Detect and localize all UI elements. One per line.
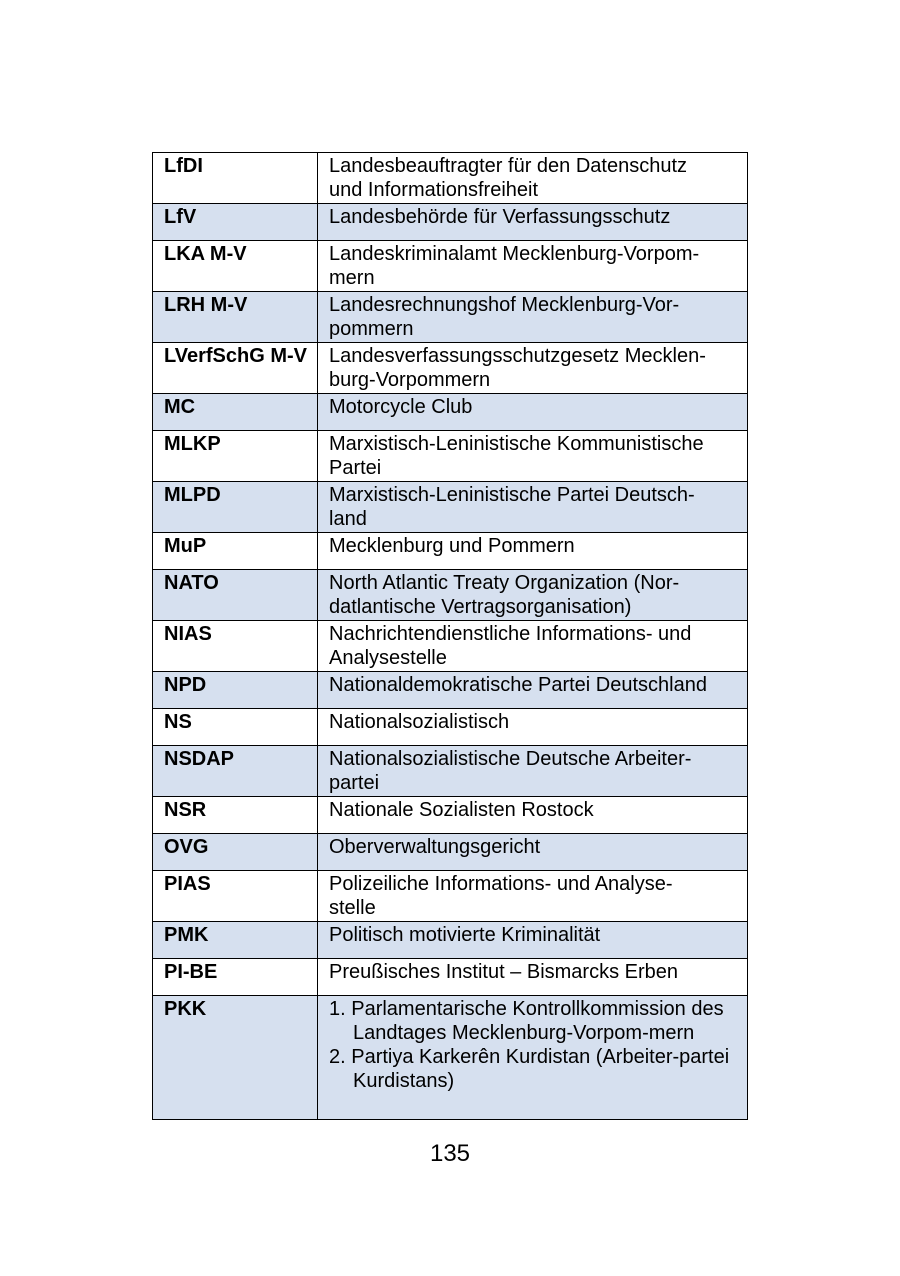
table-row [153, 241, 748, 292]
description-cell [318, 797, 748, 834]
description-line: Mecklenburg und Pommern [329, 535, 575, 557]
description-line: Nationale Sozialisten Rostock [329, 799, 594, 821]
description-cell [318, 570, 748, 621]
description-cell [318, 153, 748, 204]
description-line: North Atlantic Treaty Organization (Nor- [329, 572, 680, 594]
description-cell [318, 922, 748, 959]
description-line: Preußisches Institut – Bismarcks Erben [329, 961, 679, 983]
description-line: Landesrechnungshof Mecklenburg-Vor- [329, 294, 680, 316]
abbreviation-cell: MLKP [153, 431, 318, 482]
abbreviation-cell: NIAS [153, 621, 318, 672]
description-line: Landesbeauftragter für den Datenschutz [329, 155, 688, 177]
description-cell [318, 621, 748, 672]
description-cell [318, 871, 748, 922]
description-line: Polizeiliche Informations- und Analyse- [329, 873, 673, 895]
description-line: Marxistisch-Leninistische Partei Deutsch- [329, 484, 695, 506]
description-list-item: 2. Partiya Karkerên Kurdistan (Arbeiter-partei Kurdistans) [329, 1046, 730, 1092]
table-row [153, 871, 748, 922]
abbreviation-table [152, 152, 748, 1120]
table-row [153, 834, 748, 871]
description-cell [318, 533, 748, 570]
description-line: Motorcycle Club [329, 396, 473, 418]
description-line: und Informationsfreiheit [329, 179, 539, 201]
table-row [153, 959, 748, 996]
description-cell [318, 394, 748, 431]
table-row [153, 482, 748, 533]
table-row [153, 431, 748, 482]
description-line: Nachrichtendienstliche Informations- und [329, 623, 692, 645]
description-line: Analysestelle [329, 647, 447, 669]
abbreviation-cell: NSR [153, 797, 318, 834]
abbreviation-cell: MuP [153, 533, 318, 570]
description-list-item: 1. Parlamentarische Kontrollkommission des Landtages Mecklenburg-Vorpom-mern [329, 998, 724, 1044]
abbreviation-cell: OVG [153, 834, 318, 871]
table-row [153, 204, 748, 241]
description-line: burg-Vorpommern [329, 369, 491, 391]
abbreviation-cell: LKA M-V [153, 241, 318, 292]
table-row [153, 394, 748, 431]
description-line: Landeskriminalamt Mecklenburg-Vorpom- [329, 243, 700, 265]
table-row [153, 533, 748, 570]
table-row [153, 709, 748, 746]
abbreviation-cell: PIAS [153, 871, 318, 922]
table-row [153, 292, 748, 343]
table-row [153, 922, 748, 959]
description-cell [318, 996, 748, 1120]
description-line: Oberverwaltungsgericht [329, 836, 541, 858]
description-line: Nationalsozialistisch [329, 711, 510, 733]
table-row [153, 621, 748, 672]
description-line: partei [329, 772, 380, 794]
description-line: Nationalsozialistische Deutsche Arbeiter- [329, 748, 692, 770]
abbreviation-cell: MLPD [153, 482, 318, 533]
abbreviation-cell: LfV [153, 204, 318, 241]
description-cell [318, 241, 748, 292]
description-cell [318, 959, 748, 996]
description-line: Marxistisch-Leninistische Kommunistische [329, 433, 704, 455]
abbreviation-cell: NPD [153, 672, 318, 709]
description-cell [318, 746, 748, 797]
table-row [153, 153, 748, 204]
abbreviation-cell: PMK [153, 922, 318, 959]
description-line: land [329, 508, 367, 530]
description-line: mern [329, 267, 375, 289]
abbreviation-table-body [153, 153, 748, 1120]
description-line: Partei [329, 457, 382, 479]
description-line: Landesbehörde für Verfassungsschutz [329, 206, 671, 228]
description-line: Nationaldemokratische Partei Deutschland [329, 674, 707, 696]
description-line: Landesverfassungsschutzgesetz Mecklen- [329, 345, 706, 367]
abbreviation-cell: NS [153, 709, 318, 746]
table-row [153, 672, 748, 709]
abbreviation-cell: MC [153, 394, 318, 431]
description-line: pommern [329, 318, 414, 340]
description-cell [318, 343, 748, 394]
table-row [153, 343, 748, 394]
description-cell [318, 292, 748, 343]
abbreviation-cell: NATO [153, 570, 318, 621]
description-cell [318, 204, 748, 241]
description-cell [318, 431, 748, 482]
abbreviation-cell: PI-BE [153, 959, 318, 996]
description-cell [318, 482, 748, 533]
description-cell [318, 709, 748, 746]
description-cell [318, 834, 748, 871]
table-row [153, 996, 748, 1120]
description-line: Politisch motivierte Kriminalität [329, 924, 601, 946]
abbreviation-cell: PKK [153, 996, 318, 1120]
abbreviation-cell: LRH M-V [153, 292, 318, 343]
description-line: datlantische Vertragsorganisation) [329, 596, 632, 618]
abbreviation-cell: LVerfSchG M-V [153, 343, 318, 394]
page-number: 135 [429, 1140, 471, 1167]
abbreviation-cell: LfDI [153, 153, 318, 204]
abbreviation-cell: NSDAP [153, 746, 318, 797]
table-row [153, 570, 748, 621]
table-row [153, 797, 748, 834]
description-cell [318, 672, 748, 709]
table-row [153, 746, 748, 797]
description-line: stelle [329, 897, 376, 919]
